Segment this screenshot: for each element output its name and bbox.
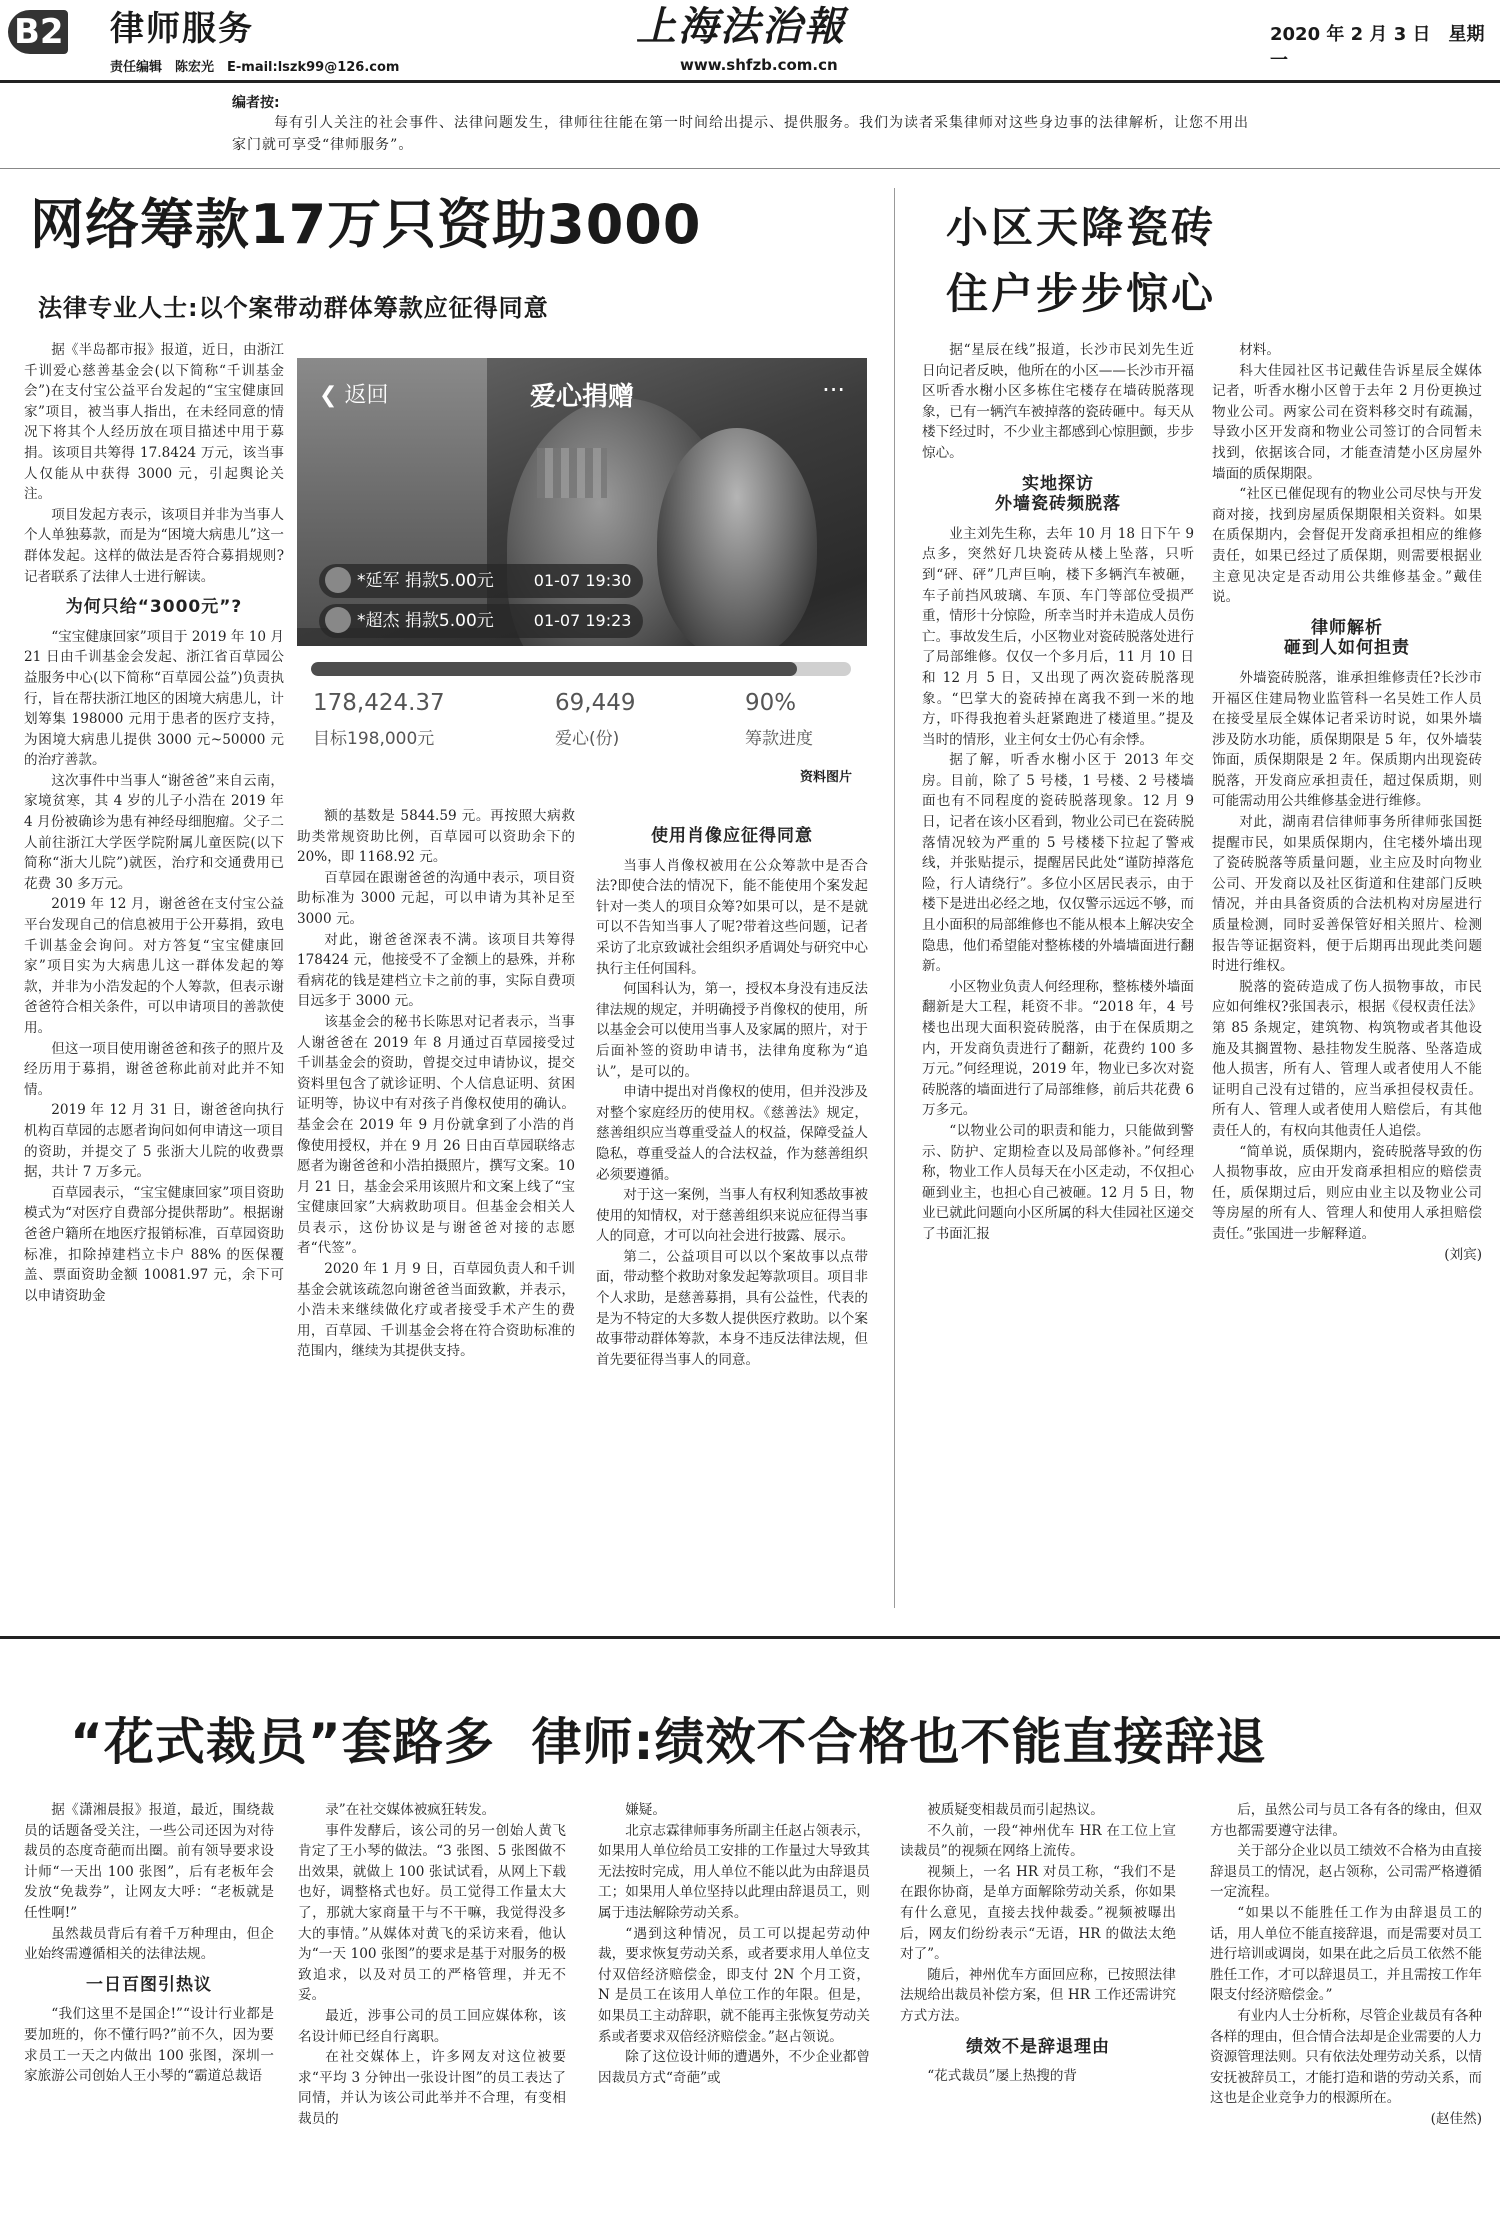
article3-title: “花式裁员”套路多 律师:绩效不合格也不能直接辞退 (70, 1713, 1267, 1771)
article3-column-5 (1210, 1800, 1482, 2220)
subheading: 实地探访 外墙瓷砖频脱落 (995, 473, 1121, 515)
byline: (赵佳然) (1430, 2110, 1482, 2127)
subheading: 为何只给“3000元”? (65, 597, 243, 618)
progress-percent: 90% (745, 690, 797, 716)
paragraph: 对此，湖南君信律师事务所律师张国挺提醒市民，如果质保期内，住宅楼外墙出现了瓷砖脱落等质量问题，业主应及时向物业公司、开发商以及社区街道和住建部门反映情况，并由具备资质的合法机构对房屋进行质量检测，同时妥善保管好相关照片、检测报告等证据资料，便于后期再出现此类问题时进行维权。 (1212, 814, 1482, 975)
child-figure (657, 428, 817, 658)
paragraph: 项目发起方表示，该项目并非为当事人个人单独募款，而是为“困境大病患儿”这一群体发起。这样的做法是否符合募捐规则?记者联系了法律人士进行解读。 (24, 506, 284, 585)
paragraph: 申请中提出对肖像权的使用，但并没涉及对整个家庭经历的使用权。《慈善法》规定，慈善组织应当尊重受益人的权益，保障受益人隐私，尊重受益人的合法权益，作为慈善组织必须要遵循。 (596, 1084, 868, 1183)
donation-time: 01-07 19:23 (533, 611, 632, 630)
paragraph: 不久前，一段“神州优车 HR 在工位上宣读裁员”的视频在网络上流传。 (900, 1822, 1176, 1860)
target-label: 目标198,000元 (313, 729, 435, 749)
subheading: 使用肖像应征得同意 (651, 826, 813, 846)
chevron-left-icon: ❮ (319, 383, 338, 408)
paragraph: 据“星辰在线”报道，长沙市民刘先生近日向记者反映，他所在的小区——长沙市开福区听香水榭小区多栋住宅楼存在墙砖脱落现象，已有一辆汽车被掉落的瓷砖砸中。每天从楼下经过时，不少业主都感到心惊胆颤，步步惊心。 (922, 342, 1194, 461)
progress-bar (311, 662, 851, 676)
paragraph: “遇到这种情况，员工可以提起劳动仲裁，要求恢复劳动关系，或者要求用人单位支付双倍经济赔偿金，即支付 2N 个月工资，N 是员工在该用人单位工作的年限。但是，如果员工主动辞职，就不能再主张恢复劳动关系或者要求双倍经济赔偿金。”赵占领说。 (598, 1925, 870, 2045)
article1-subtitle: 法律专业人士:以个案带动群体筹款应征得同意 (38, 294, 549, 322)
issue-date: 2020 年 2 月 3 日 星期一 (1270, 24, 1485, 71)
article2-title-line1: 小区天降瓷砖 (946, 203, 1217, 252)
back-label: 返回 (344, 383, 389, 408)
article2-column-2 (1212, 340, 1482, 1600)
donor-text: *延军 捐款5.00元 (357, 571, 494, 591)
paragraph: 小区物业负责人何经理称，整栋楼外墙面翻新是大工程，耗资不非。“2018 年，4 号楼也出现大面积瓷砖脱落，由于在保质期之内，开发商负责进行了翻新，花费约 100 多万元。”何经理说，2019 年，物业已多次对瓷砖脱落的墙面进行了局部维修，前后共花费 6 万多元。 (922, 978, 1194, 1119)
paragraph: “以物业公司的职责和能力，只能做到警示、防护、定期检查以及局部修补。”何经理称，物业工作人员每天在小区走动，不仅担心砸到业主，也担心自己被砸。12 月 5 日，物业已就此问题向小区所属的科大佳园社区递交了书面汇报 (922, 1122, 1194, 1242)
donation-stats (297, 646, 867, 762)
paragraph: 当事人肖像权被用在公众筹款中是否合法?即使合法的情况下，能不能使用个案发起针对一类人的项目众筹?如果可以，是不是就可以不告知当事人了呢?带着这些问题，记者采访了北京致诚社会组织矛盾调处与研究中心执行主任何国科。 (596, 857, 868, 977)
website: www.shfzb.com.cn (680, 56, 838, 74)
paragraph: 2019 年 12 月 31 日，谢爸爸向执行机构百草园的志愿者询问如何申请这一项目的资助，并提交了 5 张浙大儿院的收费票据，共计 7 万多元。 (24, 1102, 284, 1181)
paragraph: 这次事件中当事人“谢爸爸”来自云南，家境贫寒，其 4 岁的儿子小浩在 2019 年 4 月份被确诊为患有神经母细胞瘤。父子二人前往浙江大学医学院附属儿童医院(以下简称“浙大儿院”)就医，治疗和交通费用已花费 30 多万元。 (24, 772, 284, 892)
page-badge-label: B2 (14, 12, 64, 52)
paragraph: 材料。 (1239, 342, 1280, 358)
paragraph: “社区已催促现有的物业公司尽快与开发商对接，找到房屋质保期限相关资料。如果在质保期内，会督促开发商承担相应的维修责任，如果已经过了质保期，则需要根据业主意见决定是否动用公共维修基金。”戴佳说。 (1212, 486, 1482, 606)
paragraph: 百草园在跟谢爸爸的沟通中表示，项目资助标准为 3000 元起，可以申请为其补足至 3000 元。 (297, 869, 575, 927)
article1-column-2 (297, 806, 575, 1600)
article3-column-3 (598, 1800, 870, 2220)
paragraph: 2019 年 12 月，谢爸爸在支付宝公益平台发现自己的信息被用于公开募捐，致电千训基金会询问。对方答复“宝宝健康回家”项目实为大病患儿这一群体发起的筹款，并非为小浩发起的个人筹款，但表示谢爸爸符合相关条件，可以申请项目的善款使用。 (24, 896, 284, 1036)
note-rule (0, 168, 1500, 169)
section-rule (0, 1636, 1500, 1639)
editor-note-text: 每有引人关注的社会事件、法律问题发生，律师往往能在第一时间给出提示、提供服务。我们为读者采集律师对这些身边事的法律解析，让您不用出家门就可享受“律师服务”。 (232, 115, 1249, 153)
paragraph: 2020 年 1 月 9 日，百草园负责人和千训基金会就该疏忽向谢爸爸当面致歉，并表示，小浩未来继续做化疗或者接受手术产生的费用，百草园、千训基金会将在符合资助标准的范围内，继续为其提供支持。 (297, 1261, 575, 1360)
paragraph: 在社交媒体上，许多网友对这位被要求“平均 3 分钟出一张设计图”的员工表达了同情，并认为该公司此举并不合理，有变相裁员的 (298, 2049, 566, 2127)
paragraph: 脱落的瓷砖造成了伤人损物事故，市民应如何维权?张国表示，根据《侵权责任法》第 85 条规定，建筑物、构筑物或者其他设施及其搁置物、悬挂物发生脱落、坠落造成他人损害，所有人、管理人或者使用人不能证明自己没有过错的，应当承担侵权责任。所有人、管理人或者使用人赔偿后，有其他责任人的，有权向其他责任人追偿。 (1212, 978, 1482, 1139)
article1-column-3 (596, 816, 868, 1600)
donor-count: 69,449 (555, 690, 636, 716)
paragraph: 事件发酵后，该公司的另一创始人黄飞肯定了王小琴的做法。“3 张图、5 张图做不出效果，就做上 100 张试试看，从网上下载也好，调整格式也好。员工觉得工作量太大了，那就大家商量干与不干嘛，我觉得没多大的事情。”从媒体对黄飞的采访来看，他认为“一天 100 张图”的要求是基于对服务的极致追求，以及对员工的严格管理，并无不妥。 (298, 1822, 566, 2004)
paragraph: 据《半岛都市报》报道，近日，由浙江千训爱心慈善基金会(以下简称“千训基金会”)在支付宝公益平台发起的“宝宝健康回家”项目，被当事人指出，在未经同意的情况下将其个人经历放在项目描述中用于募捐。该项目共筹得 17.8424 万元，该当事人仅能从中获得 3000 元，引起舆论关注。 (24, 342, 284, 503)
paragraph: 有业内人士分析称，尽管企业裁员有各种各样的理由，但合情合法却是企业需要的人力资源管理法则。只有依法处理劳动关系，以情安抚被辞员工，才能打造和谐的劳动关系，而这也是企业竞争力的根源所在。 (1210, 2007, 1482, 2107)
progress-label: 筹款进度 (745, 729, 813, 749)
paragraph: 何国科认为，第一，授权本身没有违反法律法规的规定，并明确授予肖像权的使用，所以基金会可以使用当事人及家属的照片，对于后面补签的资助申请书，法律角度称为“追认”，是可以的。 (596, 981, 868, 1080)
paragraph: 北京志霖律师事务所副主任赵占领表示，如果用人单位给员工安排的工作量过大导致其无法按时完成，用人单位不能以此为由辞退员工；如果用人单位坚持以此理由辞退员工，则属于违法解除劳动关系。 (598, 1822, 870, 1921)
paragraph: 随后，神州优车方面回应称，已按照法律法规给出裁员补偿方案，但 HR 工作还需讲究方式方法。 (900, 1966, 1176, 2024)
subheading: 律师解析 砸到人如何担责 (1284, 617, 1410, 659)
paragraph: 对此，谢爸爸深表不满。该项目共筹得 178424 元，他接受不了金额上的悬殊，并称看病花的钱是建档立卡之前的事，实际自费项目远多于 3000 元。 (297, 931, 575, 1010)
paragraph: 百草园表示，“宝宝健康回家”项目资助模式为“对医疗自费部分提供帮助”。根据谢爸爸户籍所在地医疗报销标准，百草园资助标准，扣除掉建档立卡户 88% 的医保覆盖、票面资助金额 10081.97 元，余下可以申请资助金 (24, 1184, 284, 1304)
paragraph: 据了解，听香水榭小区于 2013 年交房。目前，除了 5 号楼，1 号楼、2 号楼墙面也有不同程度的瓷砖脱落现象。12 月 9 日，记者在该小区看到，物业公司已在瓷砖脱落情况较为严重的 5 号楼楼下拉起了警戒线，并张贴提示，提醒居民此处“谨防掉落危险，行人请绕行”。多位小区居民表示，由于楼下是进出必经之地，仅仅警示远远不够，而且小面积的局部维修也不能从根本上解决安全隐患，他们希望能对整栋楼的外墙墙面进行翻新。 (922, 752, 1194, 975)
avatar (325, 607, 351, 633)
donation-item (319, 564, 643, 598)
paragraph: 该基金会的秘书长陈思对记者表示，当事人谢爸爸在 2019 年 8 月通过百草园接受过千训基金会的资助，曾提交过申请协议，提交资料里包含了就诊证明、个人信息证明、贫困证明等，协议中有对孩子肖像权使用的确认。基金会在 2019 年 9 月份就拿到了小浩的肖像使用授权，并在 9 月 26 日由百草园联络志愿者为谢爸爸和小浩拍摄照片，撰写文案。10 月 21 日，基金会采用该照片和文案上线了“宝宝健康回家”大病救助项目。但基金会相关人员表示，这份协议是与谢爸爸对接的志愿者“代签”。 (297, 1013, 575, 1257)
paragraph: “如果以不能胜任工作为由辞退员工的话，用人单位不能直接辞退，而是需要对员工进行培训或调岗，如果在此之后员工依然不能胜任工作，才可以辞退员工，并且需按工作年限支付经济赔偿金。” (1210, 1904, 1482, 2004)
progress-fill (311, 662, 797, 676)
paragraph: 嫌疑。 (625, 1802, 666, 1818)
donation-item (319, 604, 643, 638)
paragraph: “简单说，质保期内，瓷砖脱落导致的伤人损物事故，应由开发商承担相应的赔偿责任，质保期过后，则应由业主以及物业公司等房屋的所有人、管理人和使用人承担赔偿责任。”张国进一步解释道。 (1212, 1143, 1482, 1242)
masthead: 上海法治報 (636, 3, 846, 50)
face-mosaic (537, 448, 607, 498)
avatar (325, 567, 351, 593)
raised-amount: 178,424.37 (313, 690, 445, 716)
subheading: 一日百图引热议 (86, 1974, 212, 1995)
byline: (刘宾) (1444, 1246, 1482, 1263)
donation-time: 01-07 19:30 (533, 571, 632, 590)
article3-column-4 (900, 1800, 1176, 2220)
paragraph: “我们这里不是国企!”“设计行业都是要加班的，你不懂行吗?”前不久，因为要求员工一天之内做出 100 张图，深圳一家旅游公司创始人王小琴的“霸道总裁语 (24, 2006, 274, 2085)
header-rule (0, 80, 1500, 83)
more-icon: ··· (822, 376, 845, 404)
paragraph: 对于这一案例，当事人有权利知悉故事被使用的知情权，对于慈善组织来说应征得当事人的同意，才可以向社会进行披露、展示。 (596, 1187, 868, 1245)
editor-line: 责任编辑 陈宏光 E-mail:lszk99@126.com (110, 60, 400, 75)
paragraph: 但这一项目使用谢爸爸和孩子的照片及经历用于募捐，谢爸爸称此前对此并不知情。 (24, 1040, 284, 1098)
paragraph: 关于部分企业以员工绩效不合格为由直接辞退员工的情况，赵占领称，公司需严格遵循一定流程。 (1210, 1843, 1482, 1901)
paragraph: 额的基数是 5844.59 元。再按照大病救助类常规资助比例，百草园可以资助余下的 20%，即 1168.92 元。 (297, 808, 575, 866)
paragraph: 外墙瓷砖脱落，谁承担维修责任?长沙市开福区住建局物业监管科一名吴姓工作人员在接受星辰全媒体记者采访时说，如果外墙涉及防水功能，质保期限是 5 年，仅外墙装饰面，质保期限是 2 年。保质期内出现瓷砖脱落，开发商应承担责任，超过保质期，则可能需动用公共维修基金进行维修。 (1212, 669, 1482, 810)
paragraph: “宝宝健康回家”项目于 2019 年 10 月 21 日由千训基金会发起、浙江省百草园公益服务中心(以下简称“百草园公益”)负责执行，旨在帮扶浙江地区的困境大病患儿，计划筹集 198000 元用于患者的医疗支持，为困境大病患儿提供 3000 元~50000 元的治疗善款。 (24, 628, 284, 769)
paragraph: 据《潇湘晨报》报道，最近，围绕裁员的话题备受关注，一些公司还因为对待裁员的态度奇葩而出圈。前有领导要求设计师“一天出 100 张图”，后有老板年会发放“免裁券”，让网友大呼：“老板就是任性啊!” (24, 1802, 274, 1921)
paragraph: 科大佳园社区书记戴佳告诉星辰全媒体记者，听香水榭小区曾于去年 2 月份更换过物业公司。两家公司在资料移交时有疏漏，导致小区开发商和物业公司签订的合同暂未找到，依据该合同，才能查清楚小区房屋外墙面的质保期限。 (1212, 362, 1482, 482)
article3-column-1 (24, 1800, 274, 2220)
paragraph: 第二，公益项目可以以个案故事以点带面，带动整个救助对象发起筹款项目。项目非个人求助，是慈善募捐，具有公益性，代表的是为不特定的大多数人提供医疗救助。以个案故事带动群体筹款，本身不违反法律法规，但首先要征得当事人的同意。 (596, 1248, 868, 1368)
donor-count-label: 爱心(份) (555, 729, 620, 749)
paragraph: 录”在社交媒体被疯狂转发。 (325, 1802, 496, 1818)
paragraph: 业主刘先生称，去年 10 月 18 日下午 9 点多，突然好几块瓷砖从楼上坠落，只听到“砰、砰”几声巨响，楼下多辆汽车被砸，车子前挡风玻璃、车顶、车门等部位受损严重，情形十分惊险，所幸当时并未造成人员伤亡。事故发生后，小区物业对瓷砖脱落处进行了局部维修。仅仅一个多月后，11 月 10 日和 12 月 5 日，又出现了两次瓷砖脱落现象。“巴掌大的瓷砖掉在离我不到一米的地方，吓得我抱着头赶紧跑进了楼道里。”提及当时的情形，业主何女士仍心有余悸。 (922, 525, 1194, 748)
donation-screenshot (297, 358, 867, 762)
paragraph: 后，虽然公司与员工各有各的缘由，但双方也都需要遵守法律。 (1210, 1802, 1482, 1839)
paragraph: “花式裁员”屡上热搜的背 (927, 2068, 1078, 2085)
article2-column-1 (922, 340, 1194, 1600)
donor-text: *超杰 捐款5.00元 (357, 611, 494, 631)
article2-title-line2: 住户步步惊心 (946, 269, 1217, 318)
article1-column-1 (24, 340, 284, 1600)
paragraph: 虽然裁员背后有着千万种理由，但企业始终需遵循相关的法律法规。 (24, 1925, 274, 1963)
paragraph: 除了这位设计师的遭遇外，不少企业都曾因裁员方式“奇葩”或 (598, 2049, 870, 2086)
paragraph: 视频上，一名 HR 对员工称，“我们不是在跟你协商，是单方面解除劳动关系，你如果有什么意见，直接去找仲裁委。”视频被曝出后，网友们纷纷表示“无语，HR 的做法太绝对了”。 (900, 1863, 1176, 1963)
photo-title: 爱心捐赠 (529, 382, 634, 412)
editor-note-label: 编者按: (232, 95, 280, 111)
article3-column-2 (298, 1800, 566, 2220)
photo-credit: 资料图片 (800, 770, 853, 785)
vertical-divider (894, 188, 895, 1608)
article1-title: 网络筹款17万只资助3000 (30, 193, 702, 256)
section-title: 律师服务 (110, 9, 254, 49)
paragraph: 最近，涉事公司的员工回应媒体称，该名设计师已经自行离职。 (298, 2007, 566, 2045)
subheading: 绩效不是辞退理由 (966, 2036, 1110, 2057)
paragraph: 被质疑变相裁员而引起热议。 (927, 1802, 1104, 1818)
